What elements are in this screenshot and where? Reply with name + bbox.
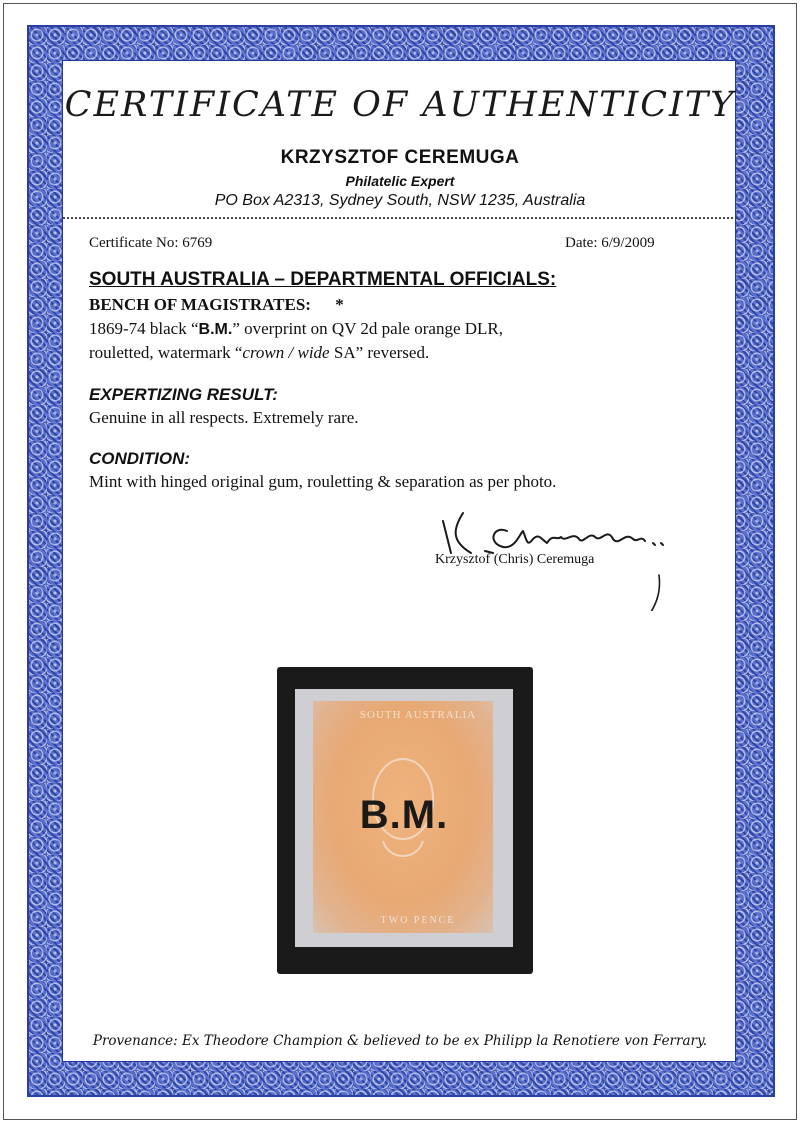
bm-overprint: B.M. — [359, 793, 449, 837]
description-line-1-post: ” overprint on QV 2d pale orange DLR, — [232, 319, 503, 338]
stamp-top-legend: SOUTH AUSTRALIA — [359, 709, 477, 721]
expert-address: PO Box A2313, Sydney South, NSW 1235, Australia — [214, 192, 586, 209]
condition-text: Mint with hinged original gum, rouletting & separation as per photo. — [89, 472, 557, 491]
certificate-title: CERTIFICATE OF AUTHENTICITY — [64, 85, 736, 125]
expert-role: Philatelic Expert — [345, 173, 455, 189]
signature-name: Krzysztof (Chris) Ceremuga — [435, 552, 595, 567]
description-line-1 — [89, 319, 503, 339]
stamp-image — [295, 689, 513, 947]
subheading-row — [89, 295, 344, 315]
certificate-date: Date: 6/9/2009 — [565, 235, 655, 251]
result-heading: EXPERTIZING RESULT: — [89, 385, 278, 404]
header-divider — [63, 217, 737, 219]
condition-heading: CONDITION: — [89, 449, 191, 468]
stamp-bottom-legend: TWO PENCE — [380, 915, 456, 926]
expert-name: KRZYSZTOF CEREMUGA — [280, 147, 520, 168]
certificate-number: Certificate No: 6769 — [89, 235, 213, 251]
signature-graphic — [423, 491, 723, 611]
certificate-body — [62, 60, 736, 1062]
asterisk-mark: * — [335, 295, 344, 314]
watermark-italic: crown / wide — [242, 343, 330, 362]
description-line-2-pre: rouletted, watermark “ — [89, 343, 243, 362]
provenance-note: Provenance: Ex Theodore Champion & believed to be ex Philipp la Renotiere von Ferrary. — [92, 1033, 708, 1049]
stamp-mount — [277, 667, 533, 974]
section-heading: SOUTH AUSTRALIA – DEPARTMENTAL OFFICIALS: — [89, 269, 557, 290]
description-line-1-pre: 1869-74 black “ — [89, 319, 199, 338]
result-text: Genuine in all respects. Extremely rare. — [89, 408, 359, 427]
overprint-mention: B.M. — [198, 321, 233, 338]
description-line-2-post: SA” reversed. — [329, 343, 430, 362]
description-line-2 — [89, 343, 429, 363]
subheading: BENCH OF MAGISTRATES: — [89, 295, 311, 314]
